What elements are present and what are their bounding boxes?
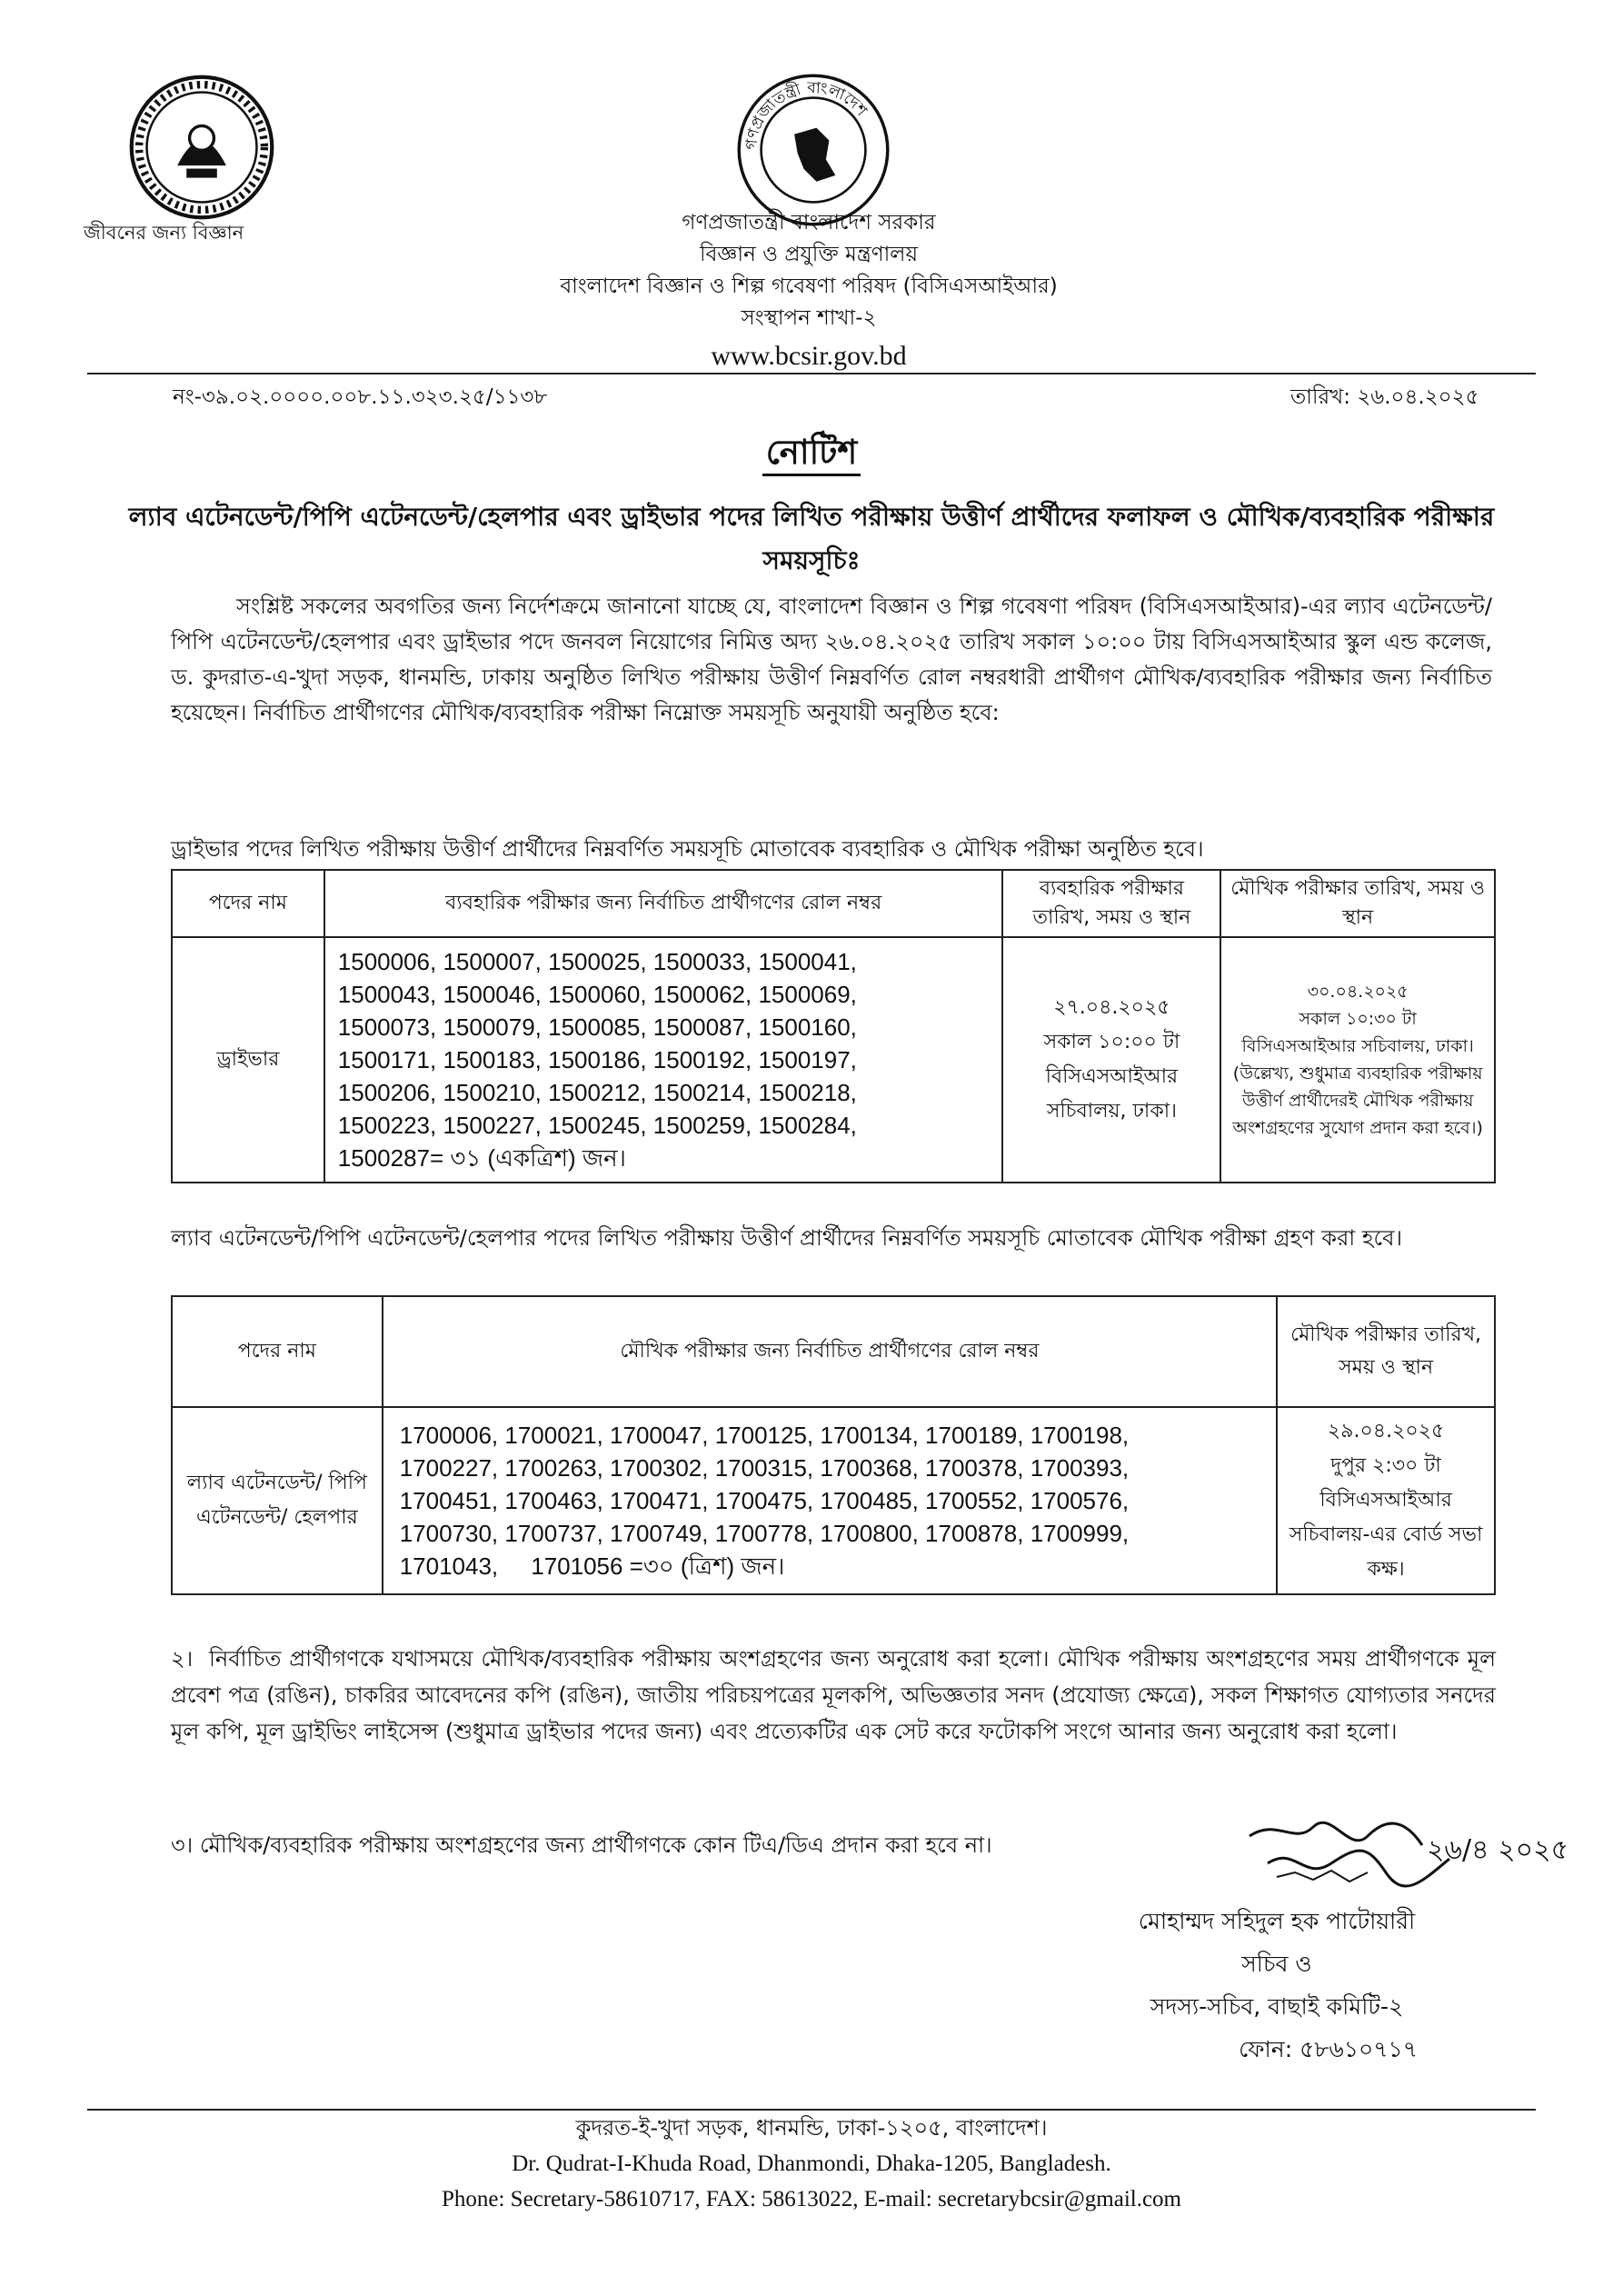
practical-time: সকাল ১০:০০ টা xyxy=(1043,1031,1180,1053)
signatory-name: মোহাম্মদ সহিদুল হক পাটোয়ারী xyxy=(1138,1908,1416,1934)
tagline: জীবনের জন্য বিজ্ঞান xyxy=(84,222,244,244)
header-roll-numbers: ব্যবহারিক পরীক্ষার জন্য নির্বাচিত প্রার্থীগণের রোল নম্বর xyxy=(324,870,1003,937)
header-practical-schedule: ব্যবহারিক পরীক্ষার তারিখ, সময় ও স্থান xyxy=(1002,870,1220,937)
table-header-row xyxy=(172,870,1495,937)
org-line-branch: সংস্থাপন শাখা-২ xyxy=(741,306,877,330)
viva-schedule-driver xyxy=(1220,937,1495,1183)
driver-roll-numbers xyxy=(324,937,1003,1183)
lab-section-intro: ল্যাব এটেনডেন্ট/পিপি এটেনডেন্ট/হেলপার পদের লিখিত পরীক্ষায় উত্তীর্ণ প্রার্থীদের নিম্নবর্ণিত সময়সূচি মোতাবেক মৌখিক পরীক্ষা গ্রহণ করা হবে। xyxy=(171,1225,1403,1251)
instruction-number: ২। xyxy=(171,1646,194,1672)
roll-line: 1500006, 1500007, 1500025, 1500033, 1500041, xyxy=(337,948,857,975)
notice-date: তারিখ: ২৬.০৪.২০২৫ xyxy=(1290,385,1479,409)
roll-line: 1700006, 1700021, 1700047, 1700125, 1700134, 1700189, 1700198, xyxy=(399,1422,1130,1449)
notice-title-wrap xyxy=(0,425,1623,483)
viva-date: ৩০.০৪.২০২৫ xyxy=(1307,982,1409,1002)
roll-line: 1500073, 1500079, 1500085, 1500087, 1500160, xyxy=(337,1013,857,1041)
signatory-title-1: সচিব ও xyxy=(1241,1951,1312,1977)
footer-address-bangla: কুদরত-ই-খুদা সড়ক, ধানমন্ডি, ঢাকা-১২০৫, বাংলাদেশ। xyxy=(575,2115,1048,2141)
viva-schedule-lab xyxy=(1277,1407,1495,1594)
seal-text: গণপ্রজাতন্ত্রী বাংলাদেশ xyxy=(742,78,871,151)
practical-schedule xyxy=(1002,937,1220,1183)
header-viva-schedule: মৌখিক পরীক্ষার তারিখ, সময় ও স্থান xyxy=(1277,1296,1495,1407)
reference-number: নং-৩৯.০২.০০০০.০০৮.১১.৩২৩.২৫/১১৩৮ xyxy=(173,385,548,409)
viva-time: দুপুর ২:৩০ টা xyxy=(1330,1454,1441,1477)
intro-text: সংশ্লিষ্ট সকলের অবগতির জন্য নির্দেশক্রমে জানানো যাচ্ছে যে, বাংলাদেশ বিজ্ঞান ও শিল্প গবেষণা পরিষদ (বিসিএসআইআর)-এর ল্যাব এটেনডেন্ট/পিপি এটেনডেন্ট/হেলপার এবং ড্রাইভার পদে জনবল নিয়োগের নিমিত্ত অদ্য ২৬.০৪.২০২৫ তারিখ সকাল ১০:০০ টায় বিসিএসআইআর স্কুল এন্ড কলেজ, ড. কুদরাত-এ-খুদা সড়ক, ধানমন্ডি, ঢাকায় অনুষ্ঠিত লিখিত পরীক্ষায় উত্তীর্ণ নিম্নবর্ণিত রোল নম্বরধারী প্রার্থীগণ মৌখিক/ব্যবহারিক পরীক্ষার জন্য নির্বাচিত হয়েছেন। নির্বাচিত প্রার্থীগণের মৌখিক/ব্যবহারিক পরীক্ষা নিম্নোক্ত সময়সূচি অনুযায়ী অনুষ্ঠিত হবে: xyxy=(171,594,1492,725)
roll-line: 1700730, 1700737, 1700749, 1700778, 1700800, 1700878, 1700999, xyxy=(399,1520,1130,1547)
roll-line: 1700227, 1700263, 1700302, 1700315, 1700368, 1700378, 1700393, xyxy=(399,1454,1130,1482)
viva-venue: বিসিএসআইআর সচিবালয়, ঢাকা। xyxy=(1241,1036,1474,1056)
organization-header xyxy=(473,207,1145,372)
roll-line: 1500171, 1500183, 1500186, 1500192, 1500197, xyxy=(337,1046,857,1073)
government-seal xyxy=(734,71,892,229)
roll-line: 1701043, 1701056 =৩০ (ত্রিশ) জন। xyxy=(399,1552,785,1580)
org-line-ministry: বিজ্ঞান ও প্রযুক্তি মন্ত্রণালয় xyxy=(700,243,918,266)
header-post-name: পদের নাম xyxy=(172,870,324,937)
footer xyxy=(0,2111,1623,2217)
table-row xyxy=(172,1407,1495,1594)
roll-line: 1500043, 1500046, 1500060, 1500062, 1500069, xyxy=(337,981,857,1008)
notice-title: নোটিশ xyxy=(762,433,861,476)
instruction-item-3: ৩। মৌখিক/ব্যবহারিক পরীক্ষায় অংশগ্রহণের জন্য প্রার্থীগণকে কোন টিএ/ডিএ প্রদান করা হবে না। xyxy=(171,1832,992,1858)
lab-roll-numbers xyxy=(383,1407,1278,1594)
viva-time: সকাল ১০:৩০ টা xyxy=(1299,1009,1417,1029)
instruction-text: নির্বাচিত প্রার্থীগণকে যথাসময়ে মৌখিক/ব্যবহারিক পরীক্ষায় অংশগ্রহণের জন্য অনুরোধ করা হলো। মৌখিক পরীক্ষায় অংশগ্রহণের সময় প্রার্থীগণকে মূল প্রবেশ পত্র (রঙিন), চাকরির আবেদনের কপি (রঙিন), জাতীয় পরিচয়পত্রের মূলকপি, অভিজ্ঞতার সনদ (প্রযোজ্য ক্ষেত্রে), সকল শিক্ষাগত যোগ্যতার সনদের মূল কপি, মূল ড্রাইভিং লাইসেন্স (শুধুমাত্র ড্রাইভার পদের জন্য) এবং প্রত্যেকটির এক সেট করে ফটোকপি সংগে আনার জন্য অনুরোধ করা হলো। xyxy=(171,1646,1496,1744)
table-header-row xyxy=(172,1296,1495,1407)
org-line-government: গণপ্রজাতন্ত্রী বাংলাদেশ সরকার xyxy=(682,211,936,235)
bcsir-logo xyxy=(125,71,278,224)
viva-venue: বিসিএসআইআর সচিবালয়-এর বোর্ড সভা কক্ষ। xyxy=(1289,1489,1483,1581)
footer-address-english: Dr. Qudrat-I-Khuda Road, Dhanmondi, Dhaka-1205, Bangladesh. xyxy=(512,2151,1111,2176)
notice-subject: ল্যাব এটেনডেন্ট/পিপি এটেনডেন্ট/হেলপার এবং ড্রাইভার পদের লিখিত পরীক্ষায় উত্তীর্ণ প্রার্থীদের ফলাফল ও মৌখিক/ব্যবহারিক পরীক্ষার সময়সূচিঃ xyxy=(128,502,1495,575)
practical-date: ২৭.০৪.২০২৫ xyxy=(1053,996,1170,1019)
driver-schedule-table xyxy=(171,869,1496,1183)
signature-block xyxy=(1081,1900,1472,2071)
signatory-phone: ফোন: ৫৮৬১০৭১৭ xyxy=(1239,2036,1418,2062)
lab-schedule-table xyxy=(171,1295,1496,1595)
footer-contact: Phone: Secretary-58610717, FAX: 58613022, E-mail: secretarybcsir@gmail.com xyxy=(441,2187,1182,2211)
driver-section-intro: ড্রাইভার পদের লিখিত পরীক্ষায় উত্তীর্ণ প্রার্থীদের নিম্নবর্ণিত সময়সূচি মোতাবেক ব্যবহারিক ও মৌখিক পরীক্ষা অনুষ্ঠিত হবে। xyxy=(171,836,1204,862)
roll-line: 1700451, 1700463, 1700471, 1700475, 1700485, 1700552, 1700576, xyxy=(399,1487,1130,1514)
practical-venue: বিসিএসআইআর সচিবালয়, ঢাকা। xyxy=(1045,1065,1179,1123)
handwritten-date: ২৬/৪ ২০২৫ xyxy=(1427,1834,1569,1866)
header-divider xyxy=(87,373,1536,374)
roll-line: 1500287= ৩১ (একত্রিশ) জন। xyxy=(337,1144,626,1172)
header-post-name: পদের নাম xyxy=(172,1296,383,1407)
post-name-lab: ল্যাব এটেনডেন্ট/ পিপি এটেনডেন্ট/ হেলপার xyxy=(172,1407,383,1594)
roll-line: 1500206, 1500210, 1500212, 1500214, 1500218, xyxy=(337,1079,857,1106)
viva-note: (উল্লেখ্য, শুধুমাত্র ব্যবহারিক পরীক্ষায় উত্তীর্ণ প্রার্থীদেরই মৌখিক পরীক্ষায় অংশগ্রহণের সুযোগ প্রদান করা হবে।) xyxy=(1232,1063,1483,1138)
signatory-title-2: সদস্য-সচিব, বাছাই কমিটি-২ xyxy=(1150,1993,1404,2020)
roll-line: 1500223, 1500227, 1500245, 1500259, 1500284, xyxy=(337,1112,857,1139)
instruction-item-2 xyxy=(171,1641,1496,1750)
website-link[interactable]: www.bcsir.gov.bd xyxy=(711,341,907,371)
header-roll-numbers: মৌখিক পরীক্ষার জন্য নির্বাচিত প্রার্থীগণের রোল নম্বর xyxy=(383,1296,1278,1407)
post-name-driver: ড্রাইভার xyxy=(172,937,324,1183)
header-viva-schedule: মৌখিক পরীক্ষার তারিখ, সময় ও স্থান xyxy=(1220,870,1495,937)
org-line-council: বাংলাদেশ বিজ্ঞান ও শিল্প গবেষণা পরিষদ (বিসিএসআইআর) xyxy=(560,275,1058,298)
table-row xyxy=(172,937,1495,1183)
viva-date: ২৯.০৪.২০২৫ xyxy=(1327,1420,1445,1442)
intro-paragraph xyxy=(171,589,1492,731)
